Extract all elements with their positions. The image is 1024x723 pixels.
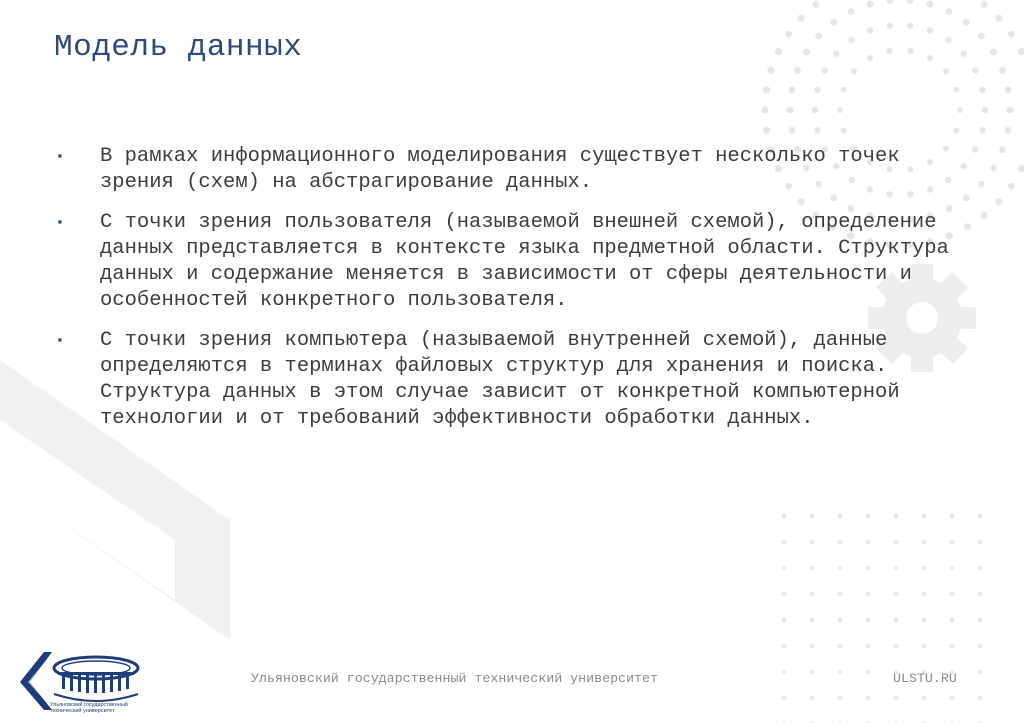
bullet-text: С точки зрения пользователя (называемой внешней схемой), определение данных представляется в контексте языка предметной области. Структура данных и содержание меняется в зависимости от сферы деятельности и особенностей конкретного пользователя. [100, 211, 949, 312]
bullet-marker: ▪ [56, 149, 64, 164]
list-item [54, 144, 984, 196]
bullet-text: С точки зрения компьютера (называемой внутренней схемой), данные определяются в терминах файловых структур для хранения и поиска. Структура данных в этом случае зависит от конкретной компьютерной технологии и от требований эффективности обработки данных. [100, 329, 900, 430]
bullet-list [54, 144, 984, 446]
list-item [54, 210, 984, 314]
logo-caption: Ульяновский государственный технический университет [50, 702, 128, 714]
list-item [54, 328, 984, 432]
dot-grid-decoration [782, 514, 983, 723]
bullet-marker: ▪ [56, 215, 64, 230]
footer-university: Ульяновский государственный технический университет [251, 671, 658, 686]
slide-title: Модель данных [54, 30, 303, 65]
footer-url-link[interactable]: ULSTU.RU [893, 671, 957, 686]
bullet-marker: ▪ [56, 333, 64, 348]
bullet-text: В рамках информационного моделирования существует несколько точек зрения (схем) на абстрагирование данных. [100, 145, 900, 194]
